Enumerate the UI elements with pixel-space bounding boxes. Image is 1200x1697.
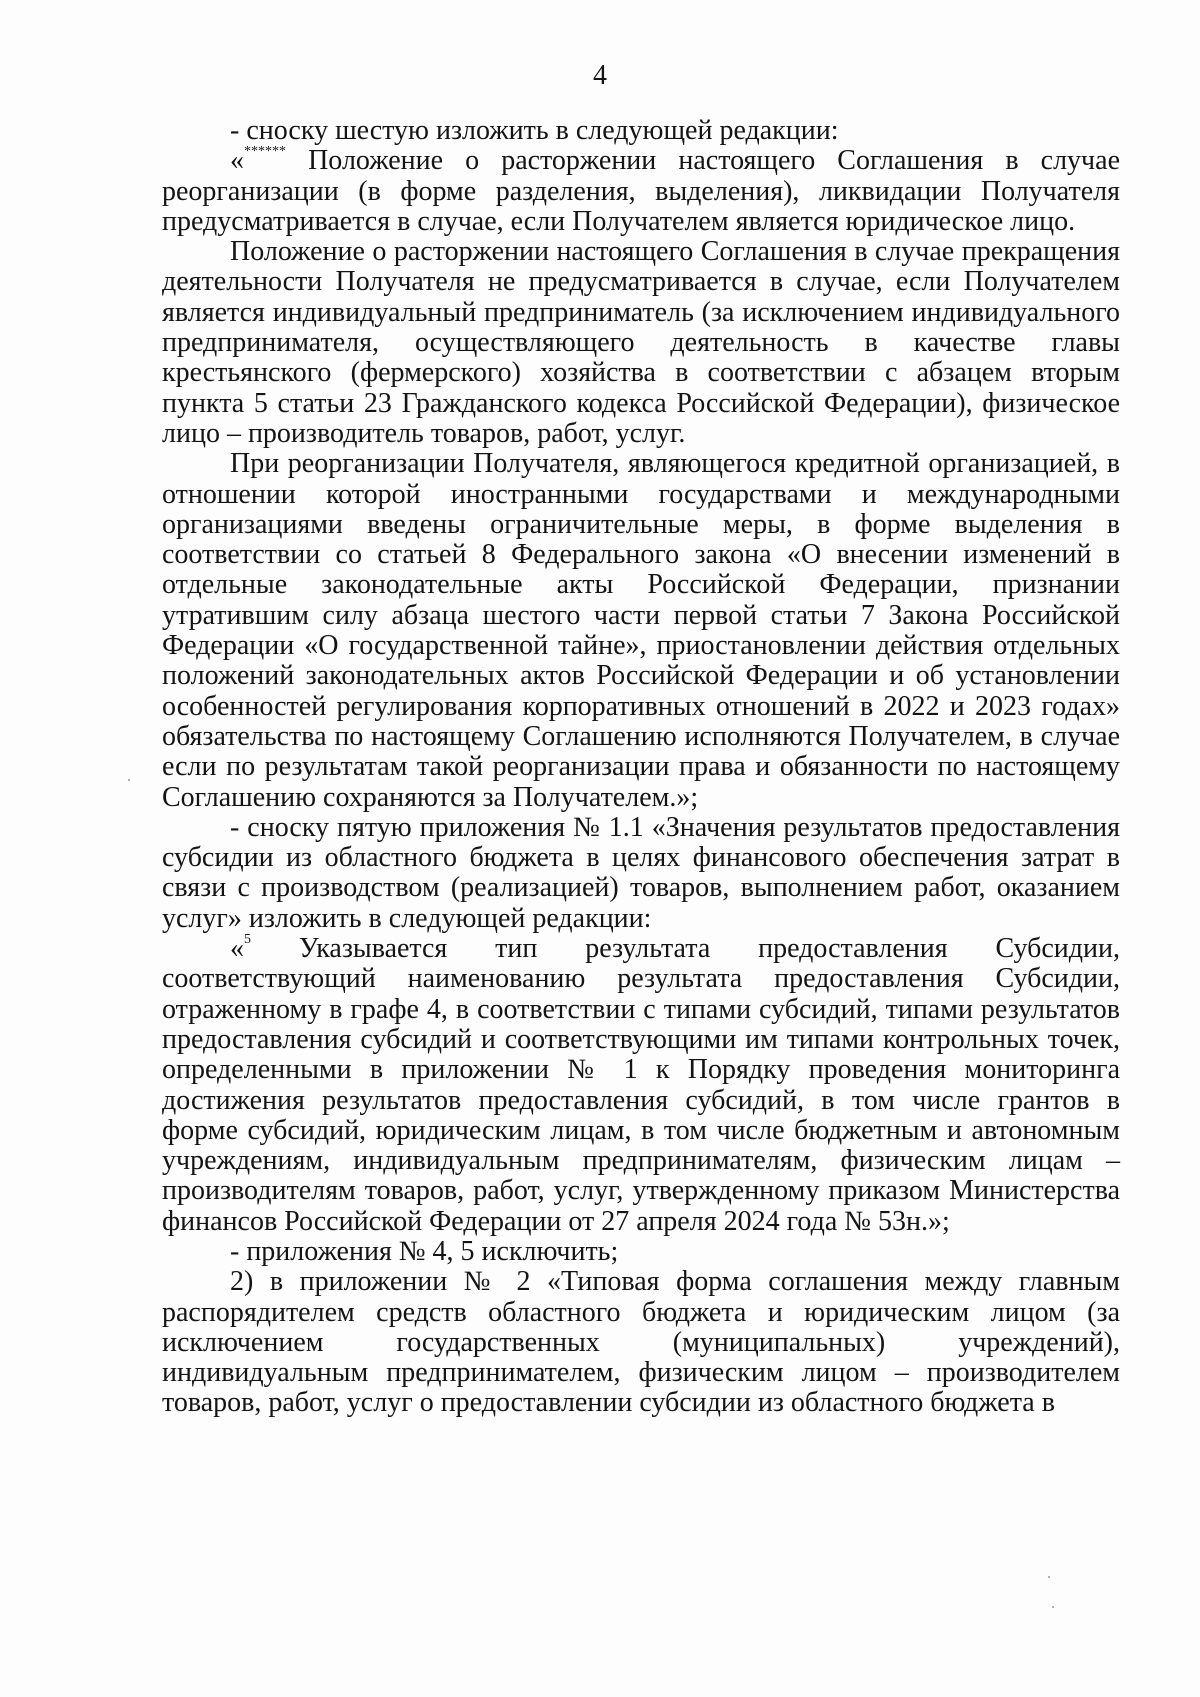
scan-speck [1052, 1606, 1054, 1608]
paragraph-text: 2) в приложении № 2 «Типовая форма соглашения между главным распорядителем средств областного бюджета и юридическим лицом (за исключением государственных (муниципальных) учреждений), индивидуальным предпринимателем, физическим лицом – производителем товаров, работ, услуг о предоставлении субсидии из областного бюджета в [162, 1266, 1120, 1419]
scan-speck [128, 779, 130, 781]
paragraph-appendix-two [162, 1267, 1120, 1418]
paragraph-text: Указывается тип результата предоставления Субсидии, соответствующий наименованию результата предоставления Субсидии, отраженному в графе 4, в соответствии с типами субсидий, типами результатов предоставления субсидий и соответствующими им типами контрольных точек, определенными в приложении № 1 к Порядку проведения мониторинга достижения результатов предоставления субсидий, в том числе грантов в форме субсидий, юридическим лицам, в том числе бюджетным и автономным учреждениям, индивидуальным предпринимателям, физическим лицам – производителям товаров, работ, услуг, утвержденному приказом Министерства финансов Российской Федерации от 27 апреля 2024 года № 53н.»; [162, 933, 1120, 1237]
page-number: 4 [593, 60, 607, 91]
paragraph-text: При реорганизации Получателя, являющегося кредитной организацией, в отношении которой иностранными государствами и международными организациями введены ограничительные меры, в форме выделения в соответствии со статьей 8 Федерального закона «О внесении изменений в отдельные законодательные акты Российской Федерации, признании утратившим силу абзаца шестого части первой статьи 7 Закона Российской Федерации «О государственной тайне», приостановлении действия отдельных положений законодательных актов Российской Федерации и об установлении особенностей регулирования корпоративных отношений в 2022 и 2023 годах» обязательства по настоящему Соглашению исполняются Получателем, в случае если по результатам такой реорганизации права и обязанности по настоящему Соглашению сохраняются за Получателем.»; [162, 448, 1120, 813]
paragraph-text: - сноску шестую изложить в следующей редакции: [230, 115, 839, 146]
open-quote: « [230, 145, 244, 177]
paragraph-footnote-six-text [162, 146, 1120, 237]
paragraph-text: - приложения № 4, 5 исключить; [230, 1235, 619, 1267]
paragraph-text: Положение о расторжении настоящего Соглашения в случае реорганизации (в форме разделения, выделения), ликвидации Получателя предусматривается в случае, если Получателем является юридическое лицо. [162, 145, 1120, 237]
scan-speck [1048, 1576, 1050, 1578]
paragraph-text: Положение о расторжении настоящего Соглашения в случае прекращения деятельности Получателя не предусматривается в случае, если Получателем является индивидуальный предприниматель (за исключением индивидуального предпринимателя, осуществляющего деятельность в качестве главы крестьянского (фермерского) хозяйства в соответствии с абзацем вторым пункта 5 статьи 23 Гражданского кодекса Российской Федерации), физическое лицо – производитель товаров, работ, услуг. [162, 236, 1120, 449]
paragraph-footnote-five-intro [162, 813, 1120, 934]
open-quote: « [230, 933, 244, 965]
footnote-marker: ****** [244, 144, 286, 160]
footnote-marker: 5 [244, 932, 251, 948]
paragraph-footnote-five-text [162, 934, 1120, 1237]
paragraph-footnote-six-intro [162, 116, 1120, 146]
paragraph-text: - сноску пятую приложения № 1.1 «Значения результатов предоставления субсидии из областного бюджета в целях финансового обеспечения затрат в связи с производством (реализацией) товаров, выполнением работ, оказанием услуг» изложить в следующей редакции: [162, 811, 1120, 934]
paragraph-appendices-excluded [162, 1237, 1120, 1267]
paragraph-reorganization [162, 449, 1120, 813]
document-body [162, 116, 1120, 1419]
paragraph-termination-provision [162, 237, 1120, 449]
